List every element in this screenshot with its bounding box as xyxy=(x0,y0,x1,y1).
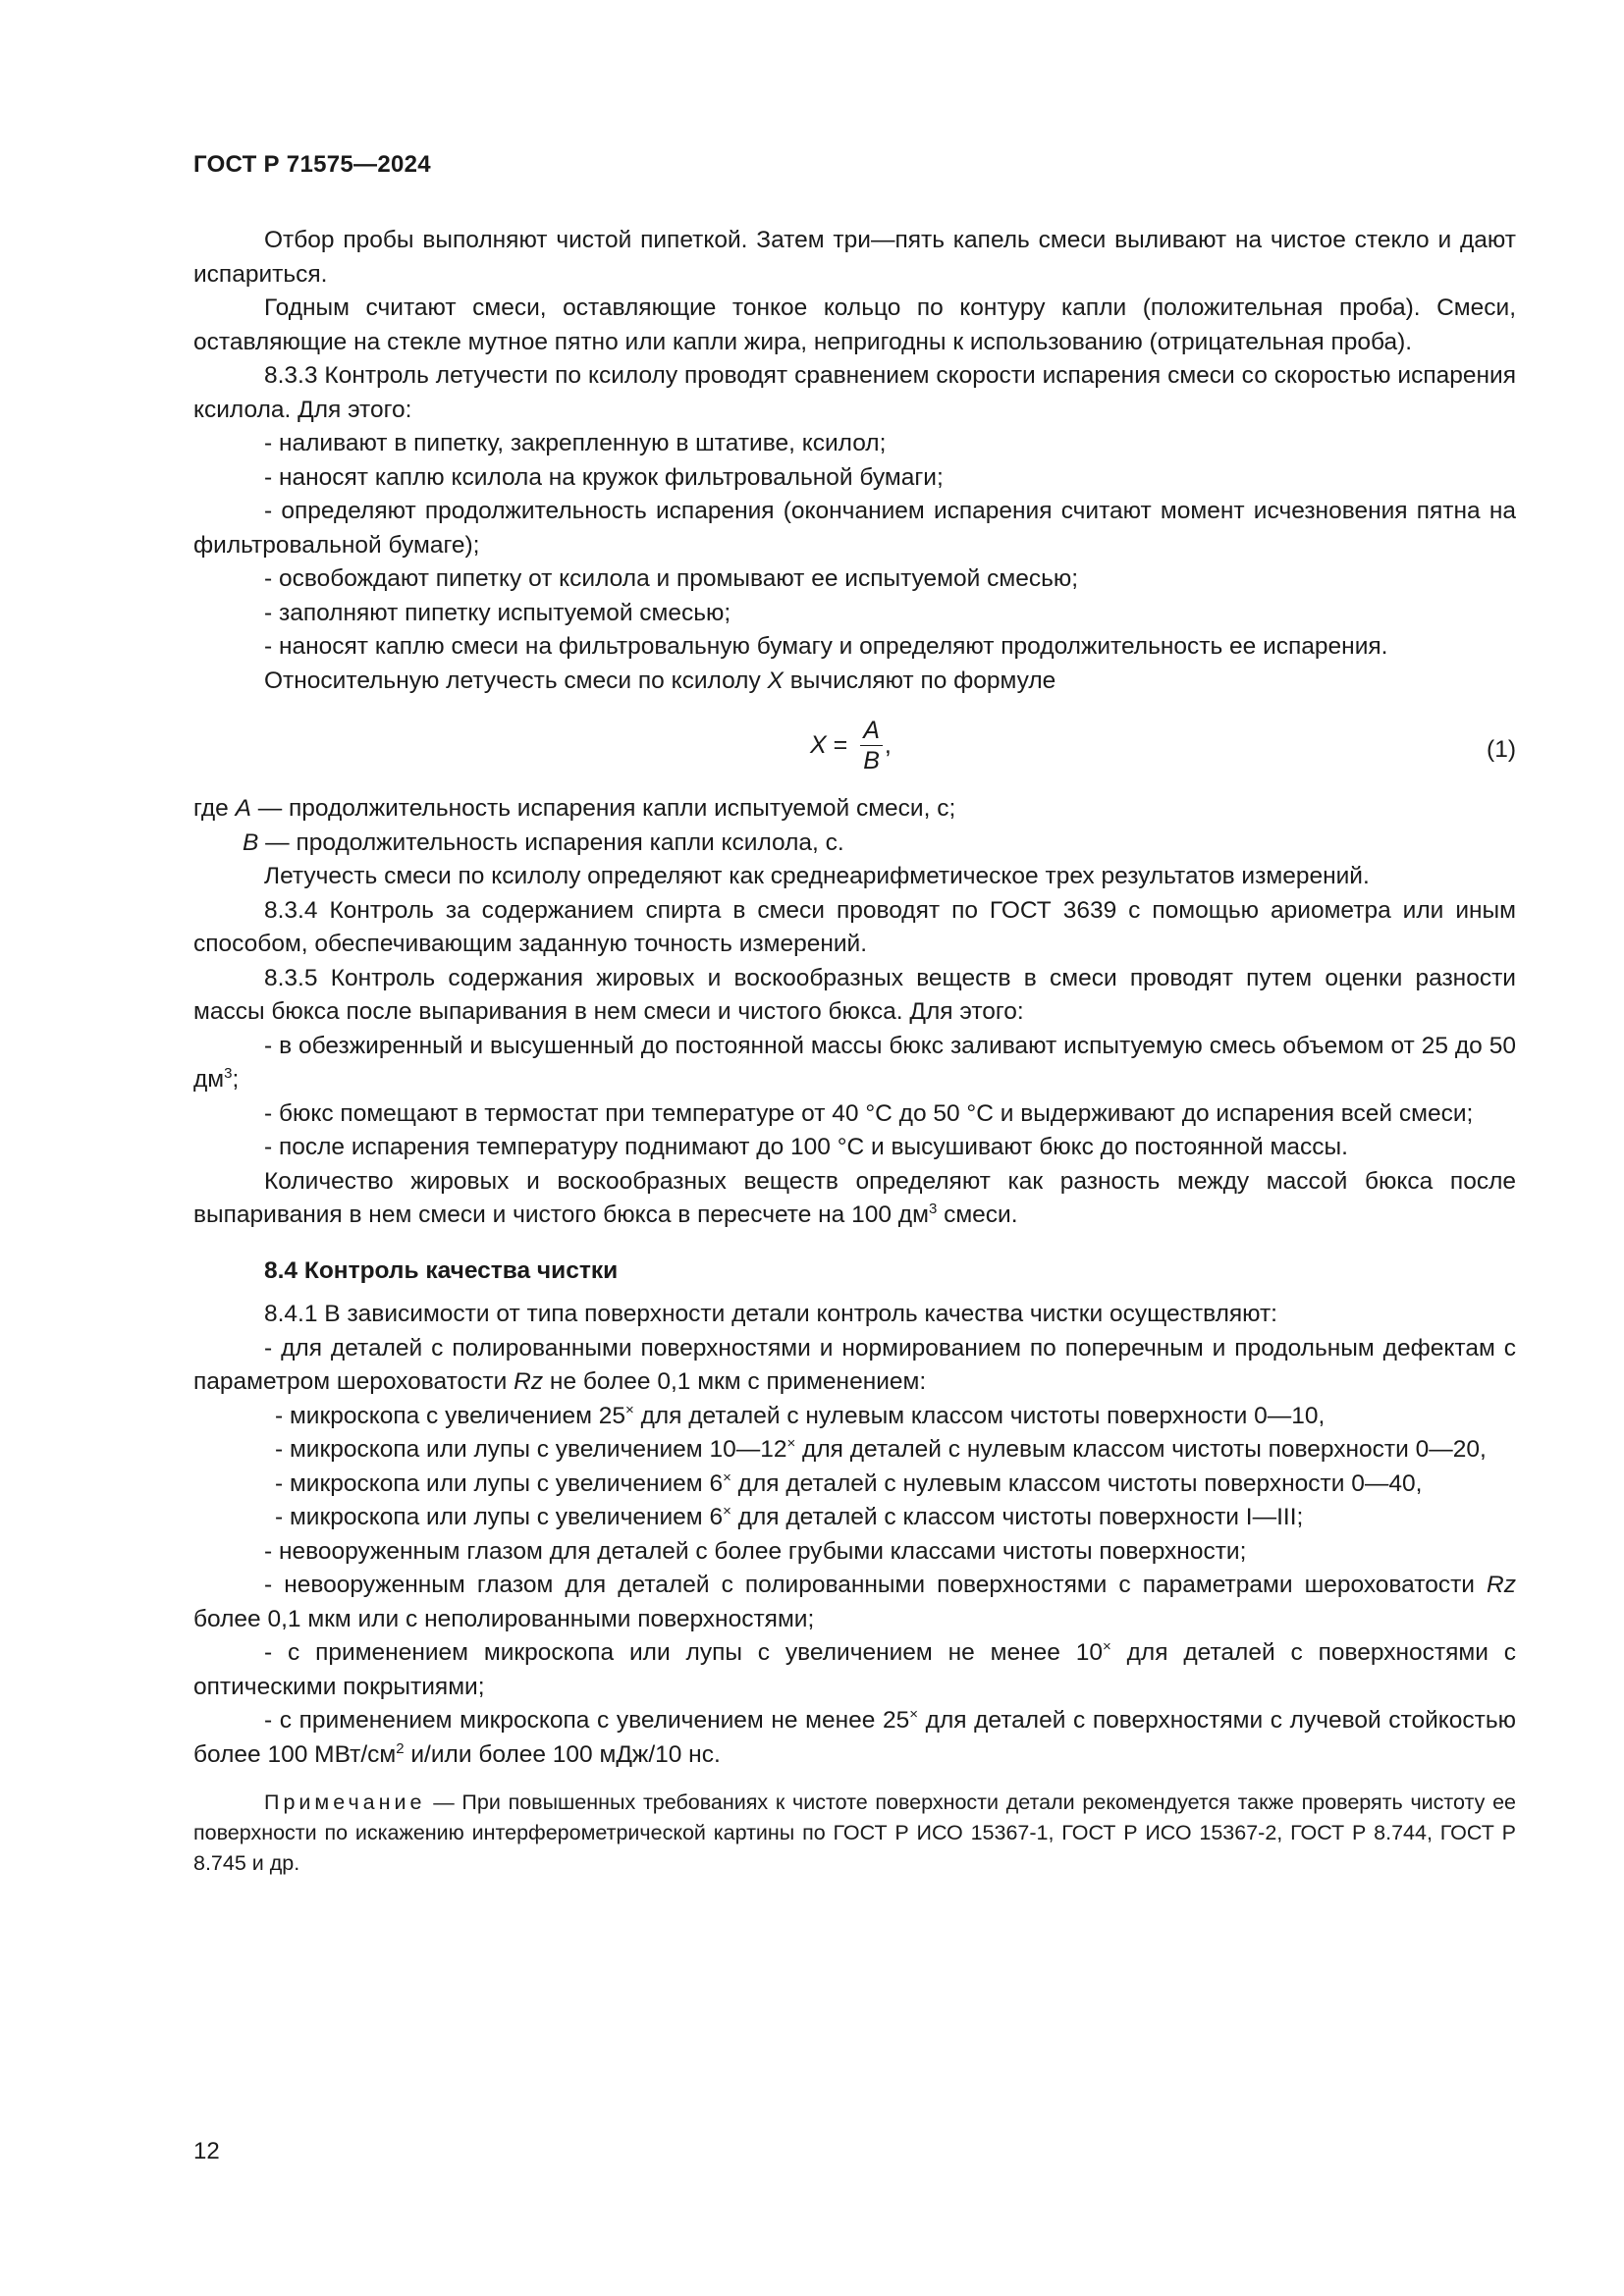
formula-1 xyxy=(810,716,892,775)
list-item: - наносят каплю смеси на фильтровальную бумагу и определяют продолжительность ее испарения. xyxy=(264,633,1388,660)
page-number: 12 xyxy=(193,2138,220,2164)
paragraph-formula-intro: Относительную летучесть смеси по ксилолу X вычисляют по формуле xyxy=(264,667,1056,694)
sub-list-item: - микроскопа или лупы с увеличением 6× для деталей с нулевым классом чистоты поверхности 0—40, xyxy=(275,1468,1423,1497)
list-item: - после испарения температуру поднимают до 100 °С и высушивают бюкс до постоянной массы. xyxy=(264,1134,1348,1160)
list-item: - определяют продолжительность испарения (окончанием испарения считают момент исчезновения пятна на фильтровальной бумаге); xyxy=(193,498,1516,559)
paragraph-8-3-5: 8.3.5 Контроль содержания жировых и воскообразных веществ в смеси проводят путем оценки разности массы бюкса после выпаривания в нем смеси и чистого бюкса. Для этого: xyxy=(193,964,1516,1025)
paragraph-fat-content: Количество жировых и воскообразных веществ определяют как разность между массой бюкса после выпаривания в нем смеси и чистого бюкса в пересчете на 100 $дм^3$ смеси. xyxy=(193,1167,1516,1228)
paragraph-sampling: Отбор пробы выполняют чистой пипеткой. Затем три—пять капель смеси выливают на чистое стекло и дают испариться. xyxy=(193,227,1516,288)
note-text: — При повышенных требованиях к чистоте поверхности детали рекомендуется также проверять чистоту ее поверхности по искажению интерферометрической картины по ГОСТ Р ИСО 15367-1, ГОСТ Р ИСО 15367-2, ГОСТ Р 8.744, ГОСТ Р 8.745 и др. xyxy=(193,1790,1516,1875)
list-item: - наносят каплю ксилола на кружок фильтровальной бумаги; xyxy=(264,463,944,491)
sub-list-item: - микроскопа или лупы с увеличением 6× для деталей с классом чистоты поверхности I—III; xyxy=(275,1503,1304,1530)
where-line-a: где A — продолжительность испарения капли испытуемой смеси, с; xyxy=(193,795,956,822)
list-item: - с применением микроскопа или лупы с увеличением не менее 10× для деталей с поверхностями с оптическими покрытиями; xyxy=(193,1638,1517,1700)
list-item: - бюкс помещают в термостат при температуре от 40 °С до 50 °С и выдерживают до испарения всей смеси; xyxy=(264,1099,1474,1127)
list-item: - освобождают пипетку от ксилола и промывают ее испытуемой смесью; xyxy=(264,565,1079,592)
sub-list-item: - микроскопа или лупы с увеличением 10—12× для деталей с нулевым классом чистоты поверхности 0—20, xyxy=(275,1435,1487,1463)
paragraph-8-3-3: 8.3.3 Контроль летучести по ксилолу проводят сравнением скорости испарения смеси со скоростью испарения ксилола. Для этого: xyxy=(193,362,1516,423)
list-item: - в обезжиренный и высушенный до постоянной массы бюкс заливают испытуемую смесь объемом от 25 до 50 $дм^3$; xyxy=(193,1032,1516,1093)
paragraph-8-3-4: 8.3.4 Контроль за содержанием спирта в смеси проводят по ГОСТ 3639 с помощью ариометра или иным способом, обеспечивающим заданную точность измерений. xyxy=(193,896,1516,957)
document-id-header: ГОСТ Р 71575—2024 xyxy=(193,151,431,178)
sub-list-item: - микроскопа с увеличением 25× для деталей с нулевым классом чистоты поверхности 0—10, xyxy=(275,1401,1326,1429)
list-item: - заполняют пипетку испытуемой смесью; xyxy=(264,599,731,626)
formula-comma: , xyxy=(884,731,892,760)
list-item: - наливают в пипетку, закрепленную в штативе, ксилол; xyxy=(264,430,887,456)
list-item: - с применением микроскопа с увеличением не менее 25× для деталей с поверхностями с лучевой стойкостью более 100 МВт/$см^2$ и/или более 100 мДж/10 нс. xyxy=(193,1706,1516,1768)
list-item: - невооруженным глазом для деталей с полированными поверхностями с параметрами шероховатости Rz более 0,1 мкм или с неполированными поверхностями; xyxy=(193,1572,1516,1632)
document-body xyxy=(193,224,1516,1879)
list-item: - для деталей с полированными поверхностями и нормированием по поперечным и продольным дефектам с параметром шероховатости Rz не более 0,1 мкм с применением: xyxy=(193,1334,1516,1395)
variable-x: X xyxy=(767,667,784,694)
formula-equals: = xyxy=(826,731,855,760)
formula-number: (1) xyxy=(1487,736,1516,763)
paragraph-acceptance: Годным считают смеси, оставляющие тонкое кольцо по контуру капли (положительная проба). Смеси, оставляющие на стекле мутное пятно или капли жира, непригодны к использованию (отрицательная проба). xyxy=(193,294,1516,355)
formula-lhs: X xyxy=(810,731,827,760)
note-label: Примечание xyxy=(264,1790,426,1814)
list-item: - невооруженным глазом для деталей с более грубыми классами чистоты поверхности; xyxy=(264,1537,1247,1565)
note-block xyxy=(193,1788,1516,1879)
formula-fraction xyxy=(860,716,883,775)
formula-block xyxy=(193,698,1516,792)
section-heading-8-4: 8.4 Контроль качества чистки xyxy=(264,1256,619,1284)
paragraph-volatility-result: Летучесть смеси по ксилолу определяют как среднеарифметическое трех результатов измерений. xyxy=(264,863,1370,889)
formula-numerator: A xyxy=(860,716,883,746)
formula-denominator: B xyxy=(863,747,880,774)
where-line-b: B — продолжительность испарения капли ксилола, с. xyxy=(243,828,844,856)
paragraph-8-4-1: 8.4.1 В зависимости от типа поверхности детали контроль качества чистки осуществляют: xyxy=(264,1301,1277,1327)
